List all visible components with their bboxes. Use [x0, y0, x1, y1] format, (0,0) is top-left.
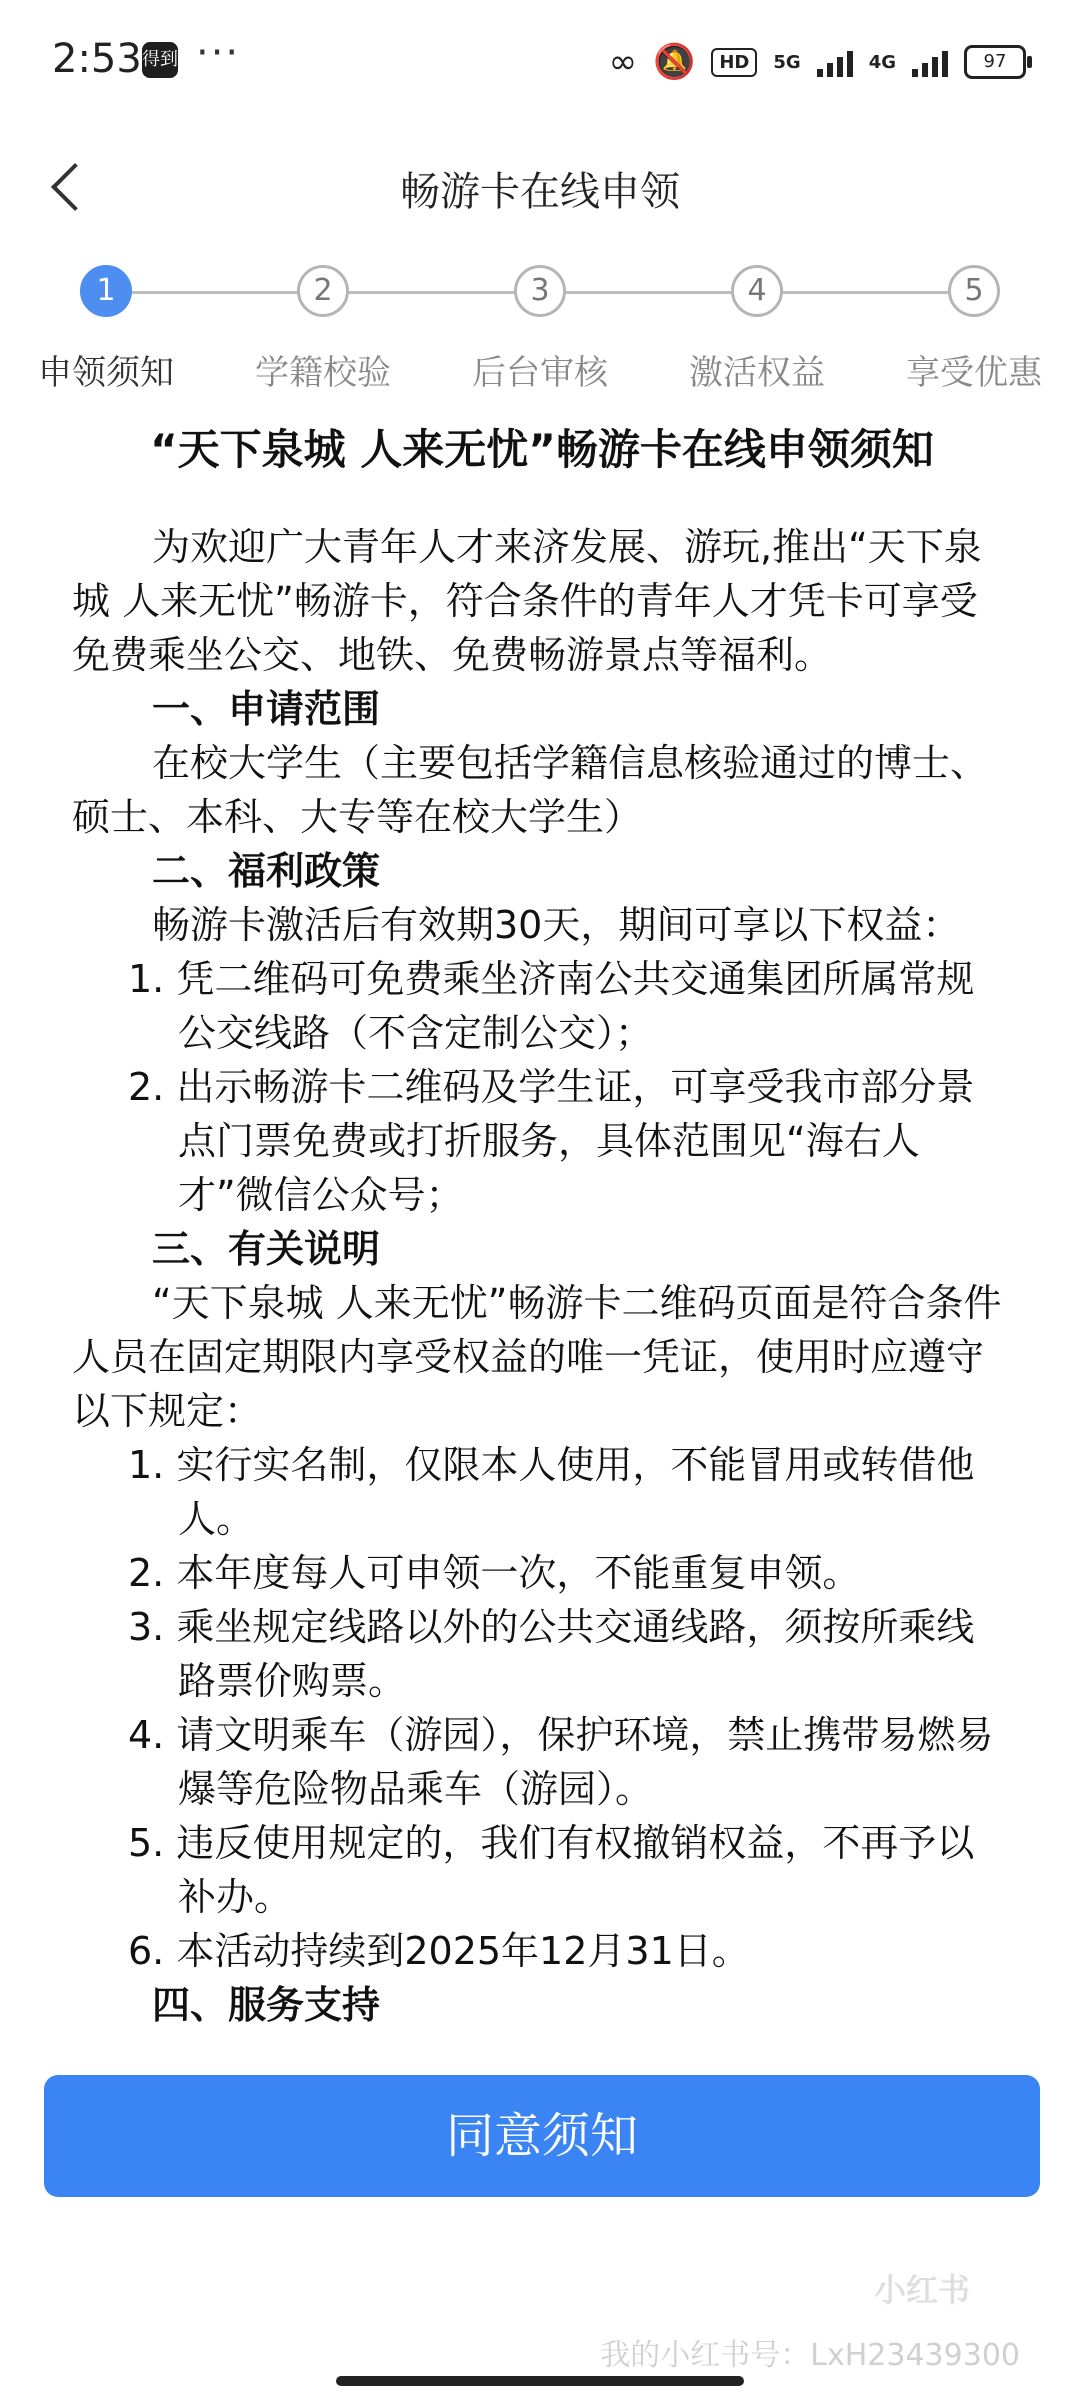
- list-item: 2. 本年度每人可申领一次，不能重复申领。: [128, 1551, 861, 1595]
- section-1-text: 在校大学生（主要包括学籍信息核验通过的博士、硕士、本科、大专等在校大学生）: [72, 741, 989, 839]
- hd-badge: HD: [711, 48, 757, 77]
- section-heading-1: 一、申请范围: [152, 687, 381, 731]
- watermark-logo: 小红书: [873, 2271, 970, 2309]
- bell-muted-icon: 🔕: [653, 42, 696, 82]
- section-heading-4: 四、服务支持: [152, 1983, 381, 2027]
- section-heading-3: 三、有关说明: [152, 1227, 381, 1271]
- status-bar: [0, 0, 1080, 120]
- page-title: 畅游卡在线申领: [400, 169, 680, 215]
- agree-button[interactable]: 同意须知: [44, 2075, 1040, 2197]
- battery-icon: 97: [964, 45, 1026, 79]
- status-icons: [609, 40, 1026, 84]
- step-5-label: 享受优惠: [906, 353, 1042, 393]
- notice-content[interactable]: [72, 420, 1012, 2035]
- list-item: 6. 本活动持续到2025年12月31日。: [128, 1929, 750, 1973]
- step-4-circle: 4: [731, 265, 783, 317]
- step-3-label: 后台审核: [472, 353, 608, 393]
- home-indicator[interactable]: [336, 2376, 744, 2386]
- list-item: 4. 请文明乘车（游园），保护环境，禁止携带易燃易爆等危险物品乘车（游园）。: [128, 1713, 994, 1811]
- network-4g-label: 4G: [868, 51, 896, 73]
- nav-header: [0, 120, 1080, 280]
- list-item: 5. 违反使用规定的，我们有权撤销权益，不再予以补办。: [128, 1821, 975, 1919]
- signal-icon: [817, 47, 853, 77]
- section-3-text: “天下泉城 人来无忧”畅游卡二维码页面是符合条件人员在固定期限内享受权益的唯一凭证，使用时应遵守以下规定：: [72, 1281, 1002, 1433]
- section-2-text: 畅游卡激活后有效期30天，期间可享以下权益：: [152, 903, 961, 947]
- step-2: [243, 265, 403, 394]
- step-4-label: 激活权益: [689, 353, 825, 393]
- list-item: 3. 乘坐规定线路以外的公共交通线路，须按所乘线路票价购票。: [128, 1605, 975, 1703]
- section-heading-2: 二、福利政策: [152, 849, 381, 893]
- list-item: 1. 实行实名制，仅限本人使用，不能冒用或转借他人。: [128, 1443, 975, 1541]
- progress-steps: [0, 265, 1080, 395]
- step-1-label: 申领须知: [38, 353, 174, 393]
- step-3-circle: 3: [514, 265, 566, 317]
- intro-paragraph: 为欢迎广大青年人才来济发展、游玩,推出“天下泉城 人来无忧”畅游卡，符合条件的青年人才凭卡可享受免费乘坐公交、地铁、免费畅游景点等福利。: [72, 525, 982, 677]
- app-notification-icon: 得到: [142, 42, 178, 78]
- step-5-circle: 5: [948, 265, 1000, 317]
- watermark-text: 我的小红书号：LxH23439300: [600, 2338, 1020, 2373]
- network-5g-label: 5G: [773, 51, 801, 73]
- notice-title: “天下泉城 人来无忧”畅游卡在线申领须知: [150, 425, 934, 474]
- signal-icon-2: [912, 47, 948, 77]
- list-item: 2. 出示畅游卡二维码及学生证，可享受我市部分景点门票免费或打折服务，具体范围见“海右人才”微信公众号；: [128, 1065, 975, 1217]
- status-time: 2:53: [52, 36, 142, 82]
- step-3: [460, 265, 620, 394]
- link-icon: ∞: [608, 42, 638, 82]
- step-5: [894, 265, 1054, 394]
- step-1-circle: 1: [80, 265, 132, 317]
- step-1: [26, 265, 186, 394]
- more-notifications-icon: ···: [196, 30, 241, 76]
- step-2-label: 学籍校验: [255, 353, 391, 393]
- step-4: [677, 265, 837, 394]
- list-item: 1. 凭二维码可免费乘坐济南公共交通集团所属常规公交线路（不含定制公交）；: [128, 957, 975, 1055]
- step-2-circle: 2: [297, 265, 349, 317]
